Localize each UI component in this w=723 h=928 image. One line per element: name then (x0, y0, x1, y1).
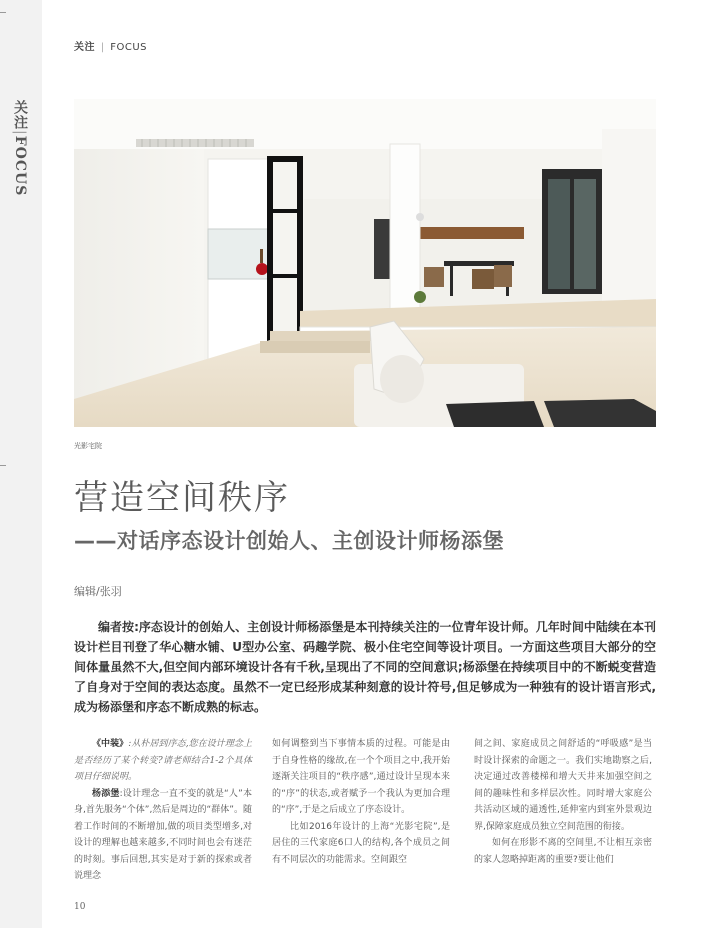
crop-mark (0, 465, 6, 466)
sidebar-english: FOCUS (12, 135, 28, 197)
body-column-1 (74, 736, 252, 885)
sidebar-separator: | (12, 130, 28, 136)
article-subtitle: ——对话序态设计创始人、主创设计师杨添堡 (74, 529, 504, 553)
header-separator: | (100, 42, 105, 53)
article-title: 营造空间秩序 (74, 478, 290, 518)
crop-mark (0, 12, 6, 13)
paragraph: 比如2016年设计的上海“光影宅院”,是居住的三代家庭6口人的结构,各个成员之间有不同层次的功能需求。空间跟空 (272, 821, 450, 865)
page-number: 10 (74, 902, 86, 912)
sidebar-keyword: 关注 (12, 100, 28, 130)
editor-note-text: 编者按:序态设计的创始人、主创设计师杨添堡是本刊持续关注的一位青年设计师。几年时间中陆续在本刊设计栏目刊登了华心糖水铺、U型办公室、码趣学院、极小住宅空间等设计项目。一方面这些项目大部分的空间体量虽然不大,但空间内部环境设计各有千秋,呈现出了不同的空间意识;杨添堡在持续项目中的不断蜕变营造了自身对于空间的表达态度。虽然不一定已经形成某种刻意的设计符号,但足够成为一种独有的设计语言形式,成为杨添堡和序态不断成熟的标志。 (74, 620, 656, 714)
editor-note (74, 617, 656, 717)
paragraph: 如何在形影不离的空间里,不让相互亲密的家人忽略掉距离的重要?要让他们 (474, 838, 652, 865)
running-header (74, 38, 147, 53)
interior-photo (74, 99, 656, 427)
paragraph: 间之间、家庭成员之间舒适的“呼吸感”是当时设计探索的命题之一。我们实地勘察之后,决定通过改善楼梯和增大天井来加强空间之间的趣味性和多样层次性。同时增大家庭公共活动区域的通透性,延伸室内到室外景观边界,保障家庭成员独立空间范围的衔接。 (474, 739, 652, 832)
interview-question (74, 736, 252, 786)
editor-credit: 编辑/张羽 (74, 585, 122, 598)
header-keyword: 关注 (74, 42, 95, 53)
answer-speaker: 杨添堡 (92, 788, 120, 799)
interview-answer (74, 786, 252, 885)
sidebar-section-label (14, 100, 30, 196)
question-text: :从朴居到序态,您在设计理念上是否经历了某个转变?请老师结合1-2个具体项目仔细说明。 (74, 739, 252, 782)
photo-caption: 光影宅院 (74, 442, 102, 450)
question-speaker: 《中装》 (92, 739, 129, 749)
paragraph: 如何调整到当下事情本质的过程。可能是由于自身性格的缘故,在一个个项目之中,我开始逐渐关注项目的“秩序感”,通过设计呈现本来的“序”的状态,或者赋予一个我认为更加合理的“序”,于是之后成立了序态设计。 (272, 739, 450, 815)
answer-text: :设计理念一直不变的就是“人”本身,首先服务“个体”,然后是周边的“群体”。随着工作时间的不断增加,做的项目类型增多,对设计的理解也越来越多,不同时间也会有迷茫的时刻。事后回想,其实是对于新的探索或者说理念 (74, 788, 252, 881)
body-column-3 (474, 736, 652, 868)
header-english: FOCUS (110, 42, 148, 53)
body-column-2 (272, 736, 450, 868)
